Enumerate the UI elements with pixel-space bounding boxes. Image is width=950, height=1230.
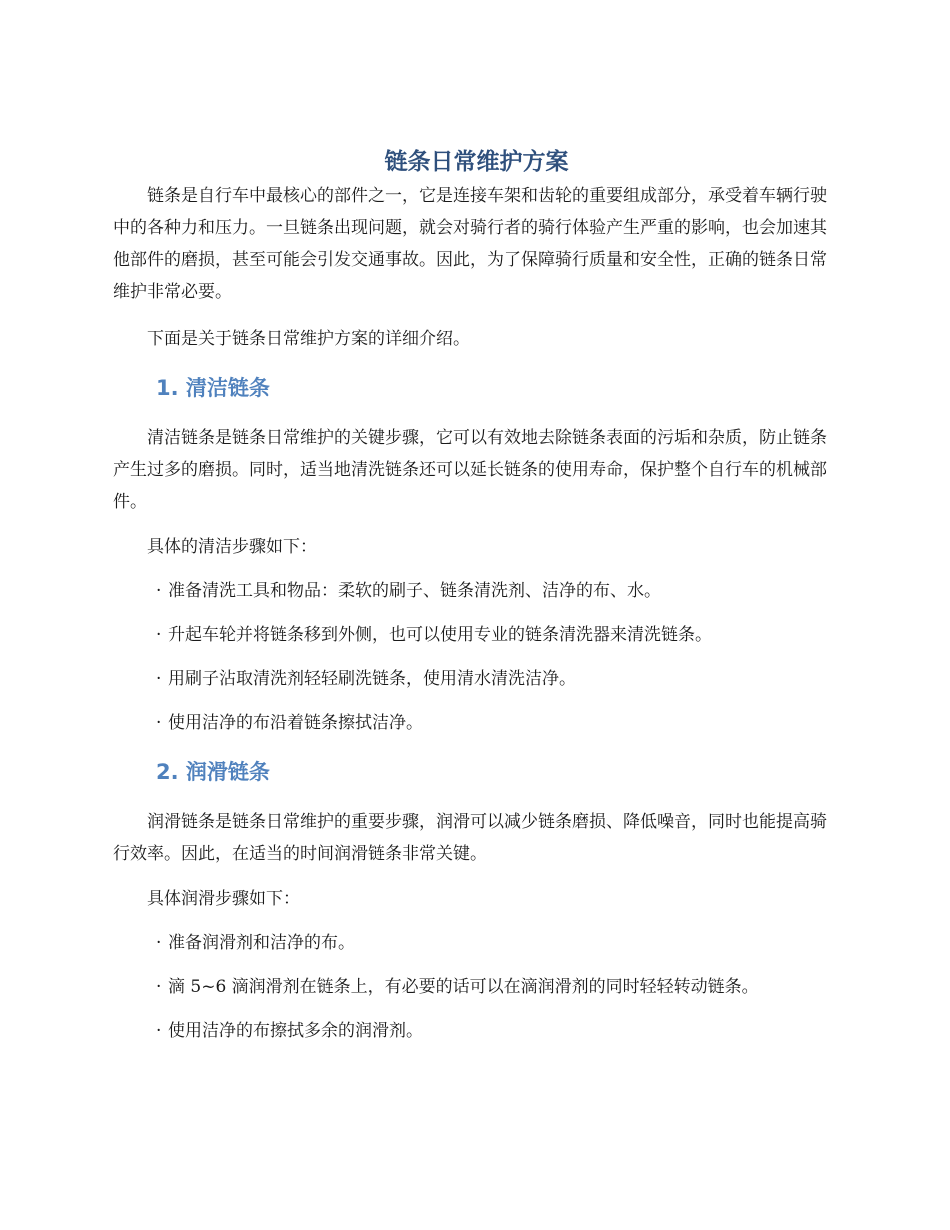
list-item xyxy=(113,1015,840,1047)
list-item-text: 准备清洗工具和物品：柔软的刷子、链条清洗剂、洁净的布、水。 xyxy=(168,581,661,601)
list-item xyxy=(113,707,840,739)
list-item-text: 准备润滑剂和洁净的布。 xyxy=(168,933,355,953)
bullet-icon: · xyxy=(156,977,162,997)
section-heading-cleaning: 1. 清洁链条 xyxy=(156,376,270,400)
bullet-icon: · xyxy=(156,933,162,953)
bullet-icon: · xyxy=(156,669,162,689)
list-item-text: 使用洁净的布擦拭多余的润滑剂。 xyxy=(168,1021,423,1041)
document-content xyxy=(113,144,840,1047)
list-item xyxy=(113,619,840,651)
section-body-cleaning: 清洁链条是链条日常维护的关键步骤，它可以有效地去除链条表面的污垢和杂质，防止链条产生过多的磨损。同时，适当地清洗链条还可以延长链条的使用寿命，保护整个自行车的机械部件。 xyxy=(113,428,827,512)
steps-list-lubrication xyxy=(113,927,840,1047)
intro-paragraph: 链条是自行车中最核心的部件之一，它是连接车架和齿轮的重要组成部分，承受着车辆行驶中的各种力和压力。一旦链条出现问题，就会对骑行者的骑行体验产生严重的影响，也会加速其他部件的磨损，甚至可能会引发交通事故。因此，为了保障骑行质量和安全性，正确的链条日常维护非常必要。 xyxy=(113,186,827,302)
document-title: 链条日常维护方案 xyxy=(384,149,569,175)
list-item-text: 滴 5~6 滴润滑剂在链条上，有必要的话可以在滴润滑剂的同时轻轻转动链条。 xyxy=(168,977,759,997)
list-item xyxy=(113,663,840,695)
steps-intro-cleaning: 具体的清洁步骤如下： xyxy=(147,537,317,557)
list-item-text: 用刷子沾取清洗剂轻轻刷洗链条，使用清水清洗洁净。 xyxy=(168,669,576,689)
list-item xyxy=(113,927,840,959)
steps-list-cleaning xyxy=(113,575,840,739)
steps-intro-lubrication: 具体润滑步骤如下： xyxy=(147,889,300,909)
list-item-text: 使用洁净的布沿着链条擦拭洁净。 xyxy=(168,713,423,733)
list-item xyxy=(113,971,840,1003)
bullet-icon: · xyxy=(156,713,162,733)
list-item xyxy=(113,575,840,607)
bullet-icon: · xyxy=(156,581,162,601)
section-body-lubrication: 润滑链条是链条日常维护的重要步骤，润滑可以减少链条磨损、降低噪音，同时也能提高骑行效率。因此，在适当的时间润滑链条非常关键。 xyxy=(113,812,827,864)
section-heading-lubrication: 2. 润滑链条 xyxy=(156,760,270,784)
list-item-text: 升起车轮并将链条移到外侧，也可以使用专业的链条清洗器来清洗链条。 xyxy=(168,625,712,645)
bullet-icon: · xyxy=(156,625,162,645)
lead-paragraph: 下面是关于链条日常维护方案的详细介绍。 xyxy=(147,329,470,349)
bullet-icon: · xyxy=(156,1021,162,1041)
